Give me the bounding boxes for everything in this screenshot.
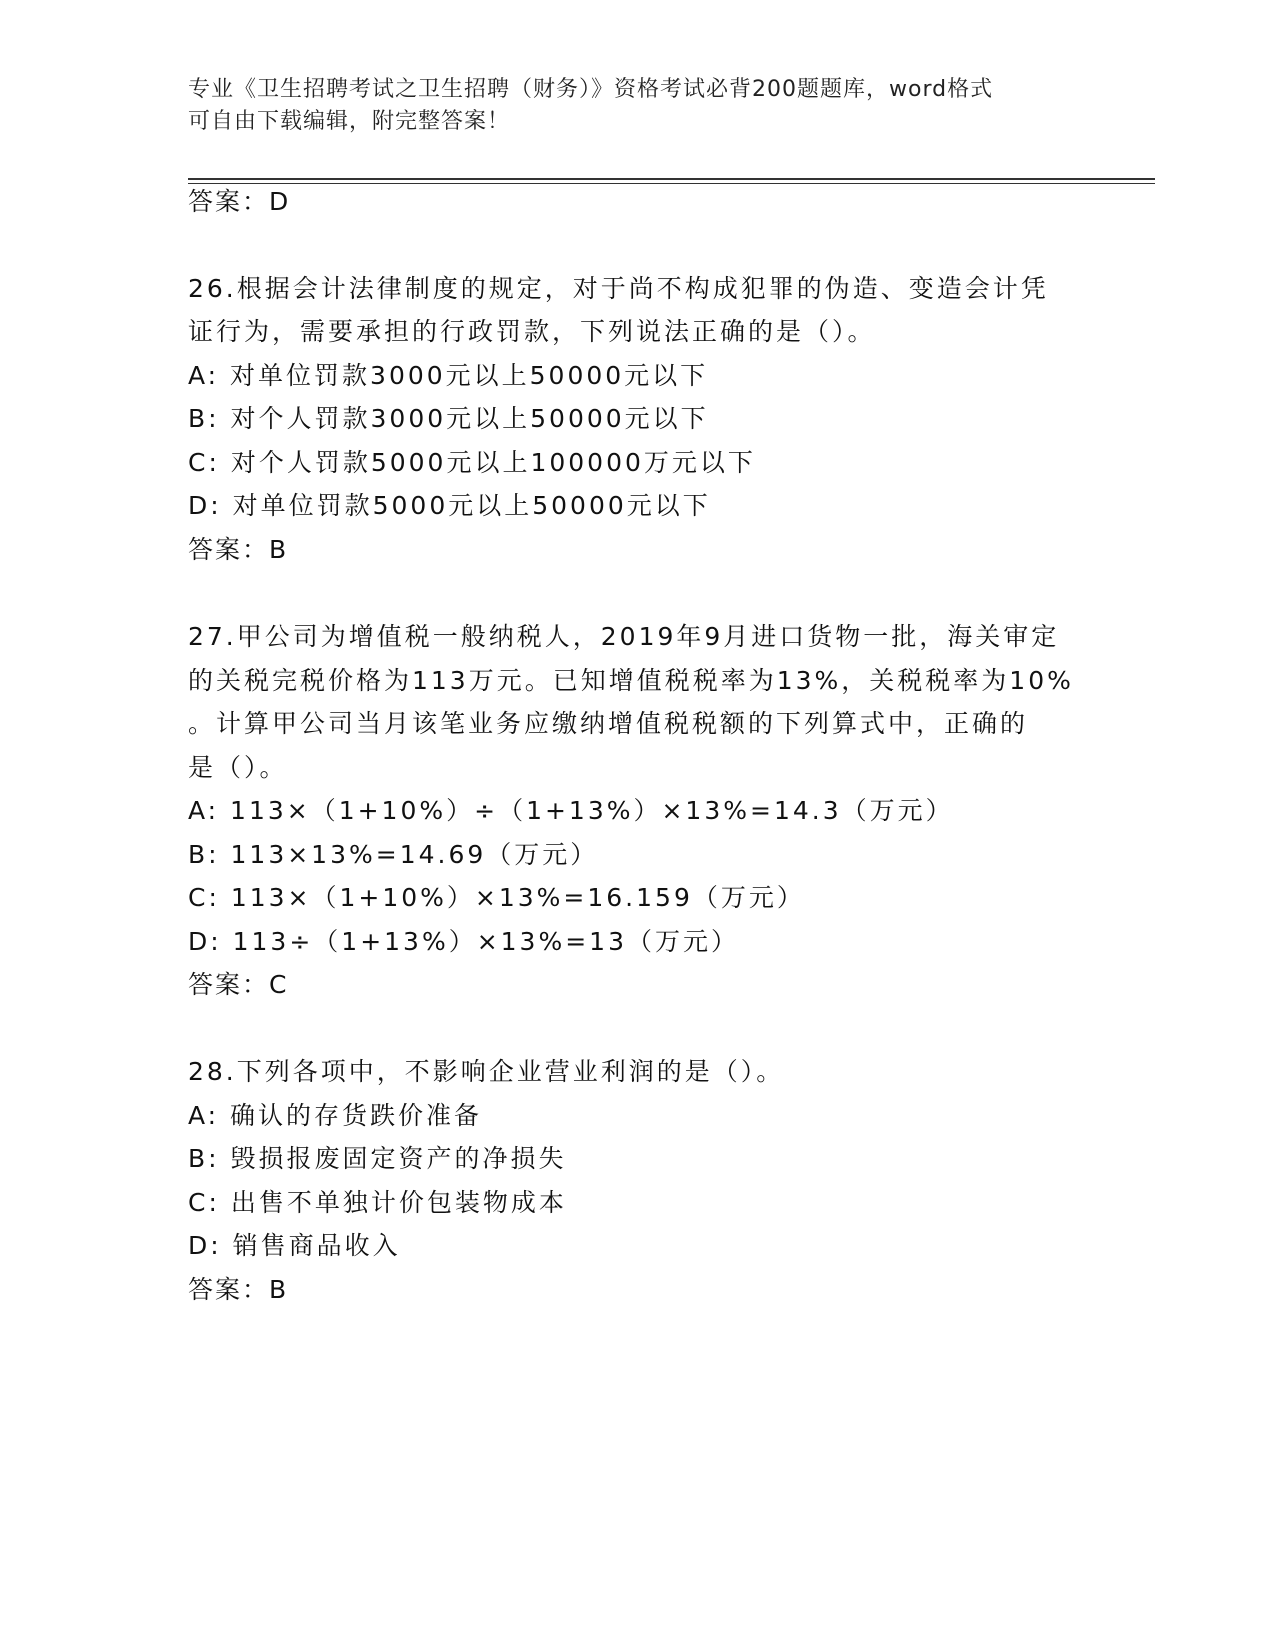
- question-text-line: 。计算甲公司当月该笔业务应缴纳增值税税额的下列算式中，正确的: [188, 709, 1029, 738]
- option-d: D: 销售商品收入: [188, 1231, 401, 1260]
- option-c: C: 对个人罚款5000元以上100000万元以下: [188, 448, 756, 477]
- header-line-2: 可自由下载编辑，附完整答案！: [188, 109, 511, 134]
- header-line-1: 专业《卫生招聘考试之卫生招聘（财务）》资格考试必背200题题库，word格式: [188, 77, 994, 102]
- question-text-line: 26.根据会计法律制度的规定，对于尚不构成犯罪的伪造、变造会计凭: [188, 274, 1049, 303]
- answer: 答案：B: [188, 535, 289, 564]
- previous-answer: 答案：D: [188, 187, 291, 216]
- option-d: D: 对单位罚款5000元以上50000元以下: [188, 491, 711, 520]
- header-divider-thin: [188, 183, 1155, 184]
- option-d: D: 113÷（1+13%）×13%=13（万元）: [188, 927, 739, 956]
- question-text-line: 27.甲公司为增值税一般纳税人，2019年9月进口货物一批，海关审定: [188, 622, 1060, 651]
- option-c: C: 出售不单独计价包装物成本: [188, 1188, 567, 1217]
- answer: 答案：C: [188, 970, 289, 999]
- question-text-line: 28.下列各项中，不影响企业营业利润的是（）。: [188, 1057, 785, 1086]
- question-text-line: 证行为，需要承担的行政罚款，下列说法正确的是（）。: [188, 317, 876, 346]
- option-b: B: 对个人罚款3000元以上50000元以下: [188, 404, 709, 433]
- option-a: A: 对单位罚款3000元以上50000元以下: [188, 361, 709, 390]
- option-b: B: 毁损报废固定资产的净损失: [188, 1144, 567, 1173]
- header-divider-thick: [188, 178, 1155, 180]
- option-a: A: 确认的存货跌价准备: [188, 1101, 483, 1130]
- question-text-line: 的关税完税价格为113万元。已知增值税税率为13%，关税税率为10%: [188, 666, 1074, 695]
- option-a: A: 113×（1+10%）÷（1+13%）×13%=14.3（万元）: [188, 796, 954, 825]
- option-b: B: 113×13%=14.69（万元）: [188, 840, 599, 869]
- option-c: C: 113×（1+10%）×13%=16.159（万元）: [188, 883, 805, 912]
- answer: 答案：B: [188, 1275, 289, 1304]
- question-text-line: 是（）。: [188, 753, 288, 782]
- document-header: [188, 74, 1088, 138]
